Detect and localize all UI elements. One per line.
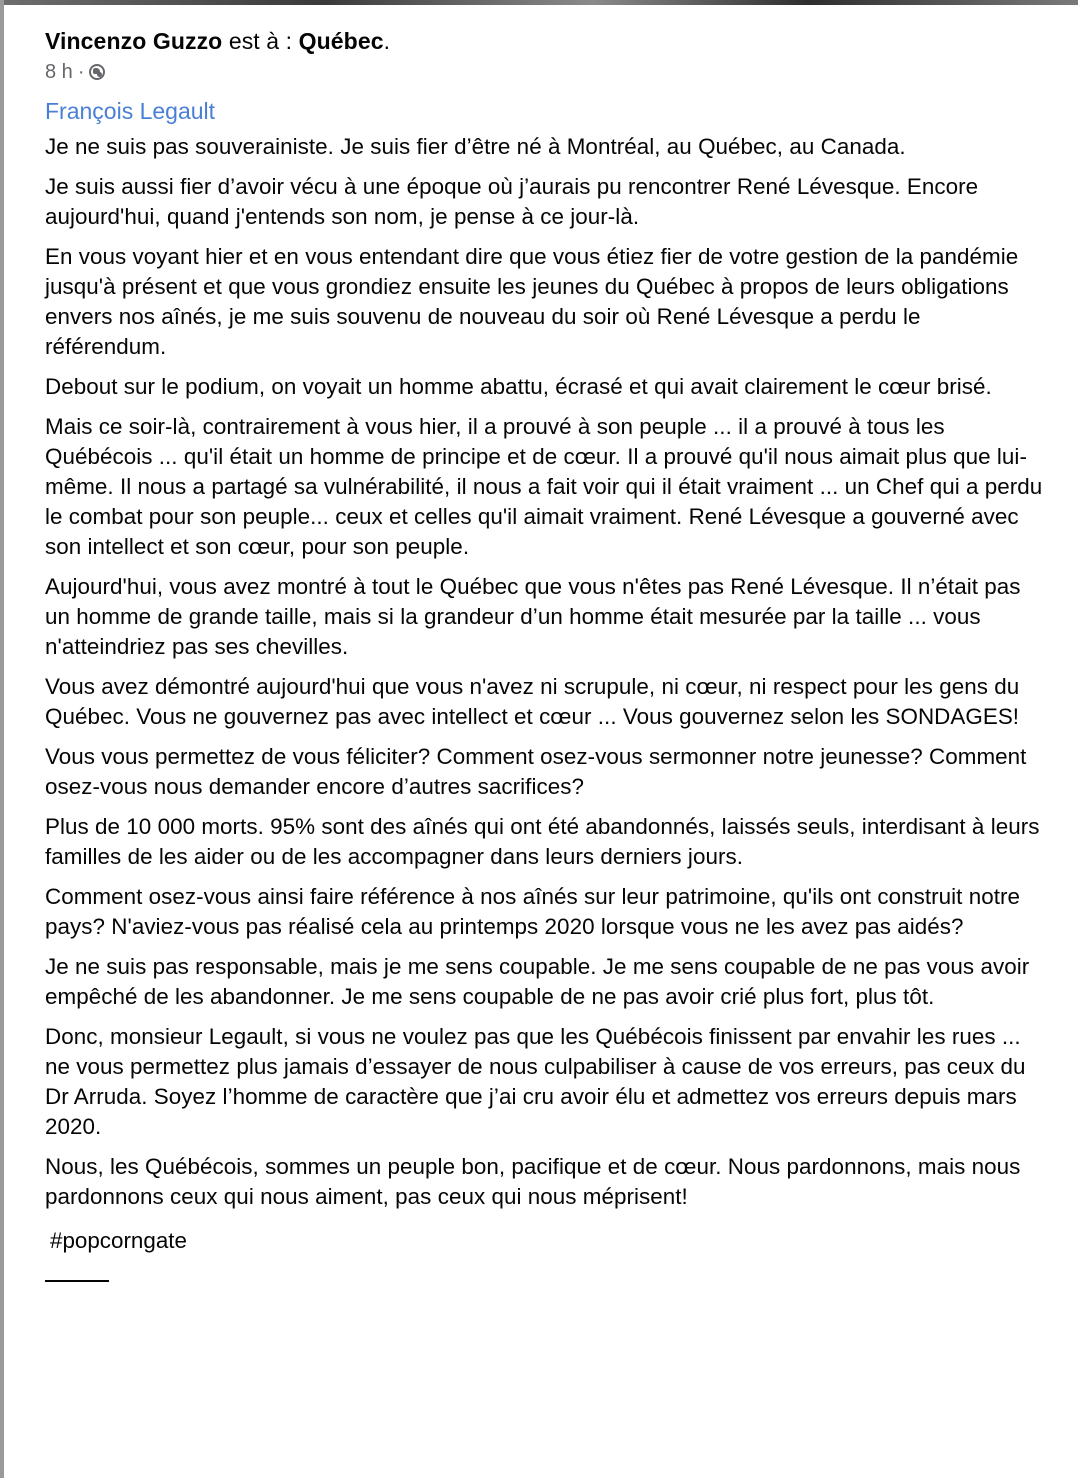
- paragraph: Donc, monsieur Legault, si vous ne voulez pas que les Québécois finissent par envahir les rues ... ne vous permettez plus jamais d’essayer de nous culpabiliser à cause de vos erreurs, pas ceux du Dr Arruda. Soyez l’homme de caractère que j’ai cru avoir élu et admettez vos erreurs depuis mars 2020.: [45, 1024, 1026, 1139]
- paragraph: Je ne suis pas responsable, mais je me sens coupable. Je me sens coupable de ne pas vous avoir empêché de les abandonner. Je me sens coupable de ne pas avoir crié plus fort, plus tôt.: [45, 954, 1030, 1009]
- post-header: [45, 26, 1045, 56]
- mention-link[interactable]: François Legault: [45, 98, 216, 124]
- author-name[interactable]: Vincenzo Guzzo: [45, 28, 223, 54]
- paragraph: Mais ce soir-là, contrairement à vous hier, il a prouvé à son peuple ... il a prouvé à tous les Québécois ... qu'il était un homme de principe et de cœur. Il a prouvé qu'il nous aimait plus que lui-même. Il nous a partagé sa vulnérabilité, il nous a fait voir qui il était vraiment ... un Chef qui a perdu le combat pour son peuple... ceux et celles qu'il aimait vraiment. René Lévesque a gouverné avec son intellect et son cœur, pour son peuple.: [45, 414, 1043, 559]
- post: [45, 26, 1045, 1282]
- paragraph: Debout sur le podium, on voyait un homme abattu, écrasé et qui avait clairement le cœur brisé.: [45, 374, 992, 399]
- globe-icon[interactable]: [89, 64, 105, 80]
- paragraph: En vous voyant hier et en vous entendant dire que vous étiez fier de votre gestion de la pandémie jusqu'à présent et que vous grondiez ensuite les jeunes du Québec à propos de leurs obligations envers nos aînés, je me suis souvenu de nouveau du soir où René Lévesque a perdu le référendum.: [45, 244, 1019, 359]
- paragraph: Je ne suis pas souverainiste. Je suis fier d’être né à Montréal, au Québec, au Canada.: [45, 134, 906, 159]
- paragraph: Nous, les Québécois, sommes un peuple bon, pacifique et de cœur. Nous pardonnons, mais nous pardonnons ceux qui nous aiment, pas ceux qui nous méprisent!: [45, 1154, 1021, 1209]
- location-link[interactable]: Québec: [298, 28, 384, 54]
- top-image-edge: [0, 0, 1078, 5]
- divider-line: [45, 1280, 109, 1282]
- paragraph: Aujourd'hui, vous avez montré à tout le Québec que vous n'êtes pas René Lévesque. Il n’était pas un homme de grande taille, mais si la grandeur d’un homme était mesurée par la taille ... vous n'atteindriez pas ses chevilles.: [45, 574, 1021, 659]
- post-timestamp[interactable]: 8 h: [45, 60, 73, 83]
- meta-separator: ·: [77, 60, 85, 83]
- paragraph: Plus de 10 000 morts. 95% sont des aînés qui ont été abandonnés, laissés seuls, interdisant à leurs familles de les aider ou de les accompagner dans leurs derniers jours.: [45, 814, 1040, 869]
- paragraph: Vous vous permettez de vous féliciter? Comment osez-vous sermonner notre jeunesse? Comment osez-vous nous demander encore d’autres sacrifices?: [45, 744, 1027, 799]
- paragraph: Je suis aussi fier d’avoir vécu à une époque où j’aurais pu rencontrer René Lévesque. Encore aujourd'hui, quand j'entends son nom, je pense à ce jour-là.: [45, 174, 979, 229]
- hashtag[interactable]: #popcorngate: [50, 1228, 187, 1253]
- left-edge: [0, 0, 4, 1478]
- checkin-text: est à :: [222, 28, 299, 54]
- post-body: [45, 132, 1045, 1212]
- paragraph: Comment osez-vous ainsi faire référence à nos aînés sur leur patrimoine, qu'ils ont construit notre pays? N'aviez-vous pas réalisé cela au printemps 2020 lorsque vous ne les avez pas aidés?: [45, 884, 1020, 939]
- header-period: .: [383, 28, 391, 54]
- post-meta: [45, 58, 1045, 86]
- paragraph: Vous avez démontré aujourd'hui que vous n'avez ni scrupule, ni cœur, ni respect pour les gens du Québec. Vous ne gouvernez pas avec intellect et cœur ... Vous gouvernez selon les SONDAGES!: [45, 674, 1020, 729]
